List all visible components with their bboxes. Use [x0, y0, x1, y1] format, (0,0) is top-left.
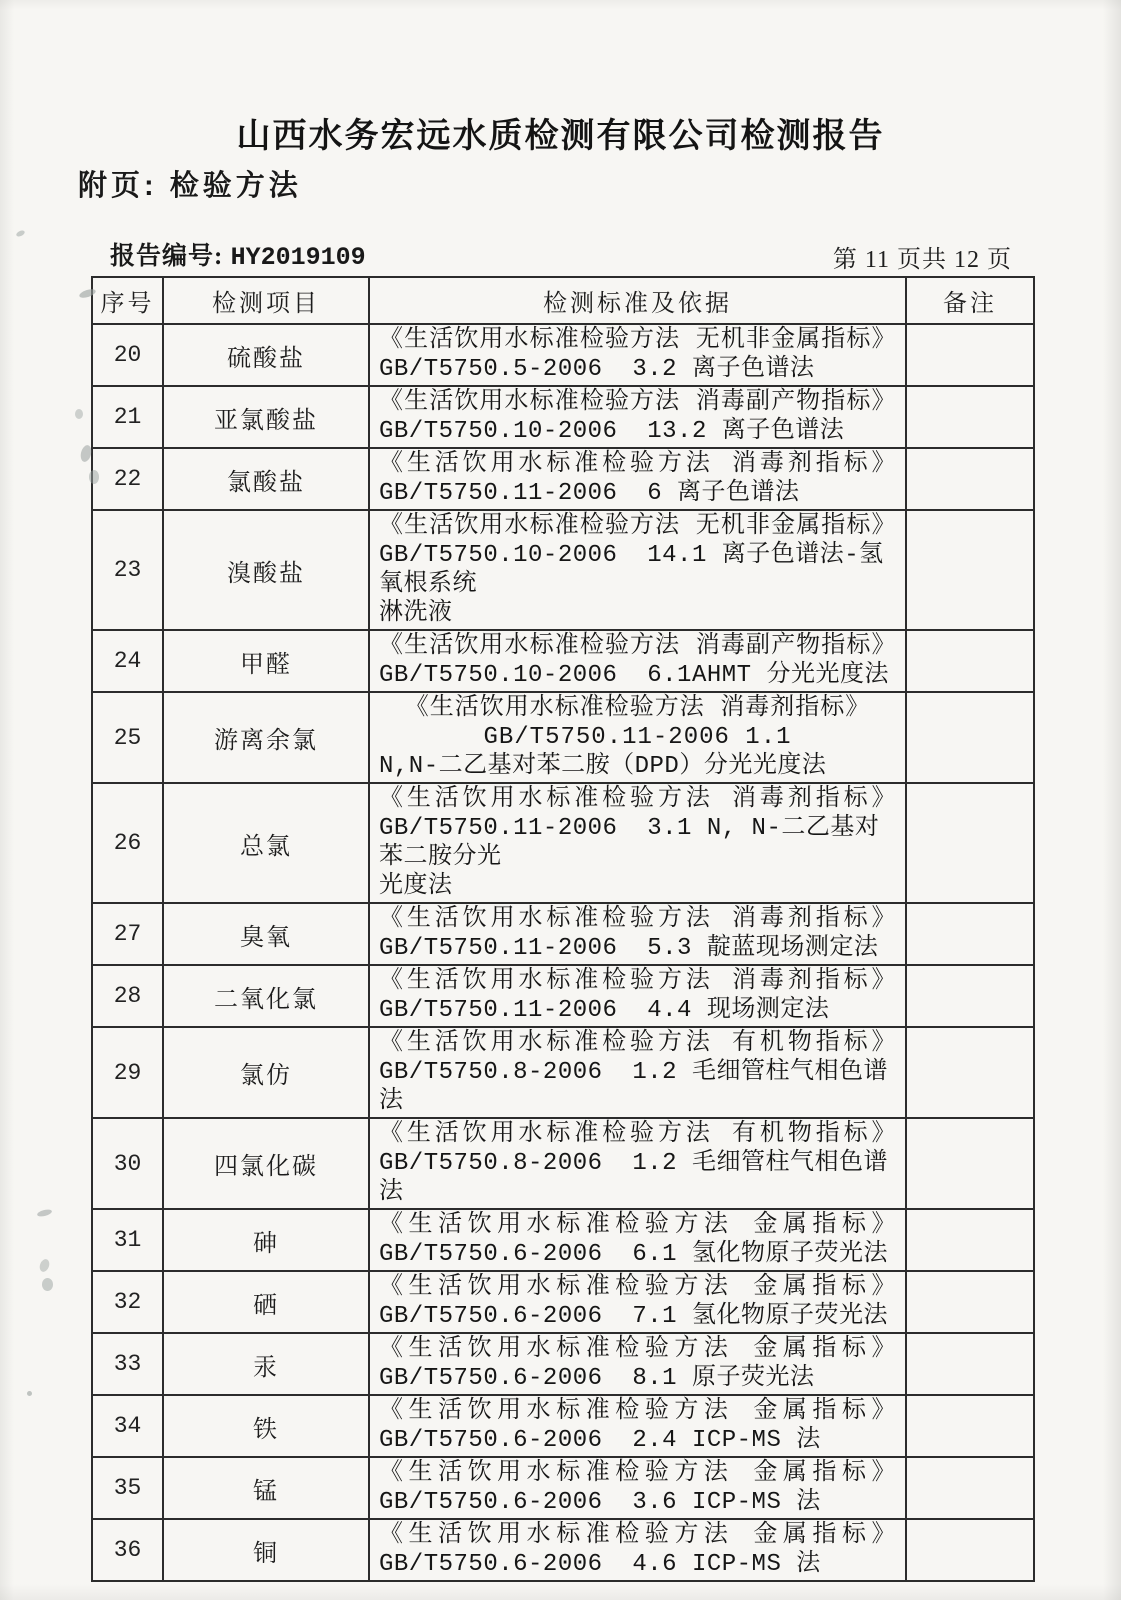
cell-method-standard: 《生活饮用水标准检验方法 无机非金属指标》 GB/T5750.5-2006 3.2 离子色谱法 [369, 324, 906, 386]
cell-method-standard: 《生活饮用水标准检验方法 有机物指标》 GB/T5750.8-2006 1.2 毛细管柱气相色谱法 [369, 1118, 906, 1209]
cell-remark [906, 448, 1034, 510]
cell-remark [906, 1333, 1034, 1395]
report-number-value: HY2019109 [230, 243, 366, 272]
cell-method-standard: 《生活饮用水标准检验方法 有机物指标》 GB/T5750.8-2006 1.2 毛细管柱气相色谱法 [369, 1027, 906, 1118]
scan-speck [38, 1258, 51, 1273]
table-row [92, 1519, 1034, 1581]
scan-speck [27, 1391, 32, 1396]
cell-test-item: 汞 [163, 1333, 369, 1395]
cell-test-item: 铁 [163, 1395, 369, 1457]
cell-remark [906, 1027, 1034, 1118]
cell-method-standard: 《生活饮用水标准检验方法 消毒剂指标》 GB/T5750.11-2006 5.3 靛蓝现场测定法 [369, 903, 906, 965]
page-indicator: 第 11 页共 12 页 [832, 247, 1012, 273]
cell-method-standard: 《生活饮用水标准检验方法 消毒剂指标》 GB/T5750.11-2006 4.4 现场测定法 [369, 965, 906, 1027]
cell-test-item: 锰 [163, 1457, 369, 1519]
cell-serial-number: 22 [92, 448, 163, 510]
cell-serial-number: 34 [92, 1395, 163, 1457]
table-header-row [92, 277, 1034, 324]
cell-remark [906, 324, 1034, 386]
column-header-remark: 备注 [906, 277, 1034, 324]
cell-method-standard: 《生活饮用水标准检验方法 消毒剂指标》 GB/T5750.11-2006 1.1 N,N-二乙基对苯二胺（DPD）分光光度法 [369, 692, 906, 783]
cell-method-standard: 《生活饮用水标准检验方法 金属指标》 GB/T5750.6-2006 6.1 氢化物原子荧光法 [369, 1209, 906, 1271]
table-row [92, 1333, 1034, 1395]
table-row [92, 386, 1034, 448]
cell-method-standard: 《生活饮用水标准检验方法 消毒剂指标》 GB/T5750.11-2006 3.1 N, N-二乙基对苯二胺分光 光度法 [369, 783, 906, 903]
cell-test-item: 臭氧 [163, 903, 369, 965]
report-number-label: 报告编号: [110, 243, 231, 270]
column-header-item: 检测项目 [163, 277, 369, 324]
cell-method-standard: 《生活饮用水标准检验方法 金属指标》 GB/T5750.6-2006 7.1 氢化物原子荧光法 [369, 1271, 906, 1333]
page-title: 山西水务宏远水质检测有限公司检测报告 [236, 117, 885, 155]
cell-method-standard: 《生活饮用水标准检验方法 消毒副产物指标》 GB/T5750.10-2006 13.2 离子色谱法 [369, 386, 906, 448]
table-row [92, 448, 1034, 510]
cell-serial-number: 20 [92, 324, 163, 386]
cell-remark [906, 1209, 1034, 1271]
cell-test-item: 总氯 [163, 783, 369, 903]
cell-serial-number: 24 [92, 630, 163, 692]
cell-remark [906, 783, 1034, 903]
scan-speck [42, 1278, 53, 1291]
cell-serial-number: 31 [92, 1209, 163, 1271]
cell-serial-number: 25 [92, 692, 163, 783]
cell-remark [906, 1395, 1034, 1457]
cell-method-standard: 《生活饮用水标准检验方法 金属指标》 GB/T5750.6-2006 2.4 ICP-MS 法 [369, 1395, 906, 1457]
cell-method-standard: 《生活饮用水标准检验方法 消毒剂指标》 GB/T5750.11-2006 6 离子色谱法 [369, 448, 906, 510]
cell-test-item: 硒 [163, 1271, 369, 1333]
cell-serial-number: 30 [92, 1118, 163, 1209]
scan-speck [89, 470, 99, 484]
cell-test-item: 砷 [163, 1209, 369, 1271]
cell-test-item: 氯酸盐 [163, 448, 369, 510]
cell-remark [906, 386, 1034, 448]
table-row [92, 692, 1034, 783]
cell-remark [906, 1457, 1034, 1519]
cell-method-standard: 《生活饮用水标准检验方法 金属指标》 GB/T5750.6-2006 8.1 原子荧光法 [369, 1333, 906, 1395]
column-header-standard: 检测标准及依据 [369, 277, 906, 324]
cell-test-item: 甲醛 [163, 630, 369, 692]
cell-remark [906, 510, 1034, 630]
cell-test-item: 游离余氯 [163, 692, 369, 783]
cell-test-item: 四氯化碳 [163, 1118, 369, 1209]
scan-speck [15, 229, 25, 237]
cell-remark [906, 1118, 1034, 1209]
cell-remark [906, 965, 1034, 1027]
cell-test-item: 氯仿 [163, 1027, 369, 1118]
cell-remark [906, 692, 1034, 783]
cell-test-item: 铜 [163, 1519, 369, 1581]
cell-remark [906, 630, 1034, 692]
table-row [92, 1457, 1034, 1519]
cell-method-standard: 《生活饮用水标准检验方法 消毒副产物指标》 GB/T5750.10-2006 6.1AHMT 分光光度法 [369, 630, 906, 692]
table-row [92, 1027, 1034, 1118]
cell-serial-number: 28 [92, 965, 163, 1027]
table-row [92, 630, 1034, 692]
cell-test-item: 硫酸盐 [163, 324, 369, 386]
cell-serial-number: 26 [92, 783, 163, 903]
cell-remark [906, 1519, 1034, 1581]
cell-method-standard: 《生活饮用水标准检验方法 金属指标》 GB/T5750.6-2006 4.6 ICP-MS 法 [369, 1519, 906, 1581]
cell-test-item: 溴酸盐 [163, 510, 369, 630]
table-row [92, 783, 1034, 903]
cell-serial-number: 33 [92, 1333, 163, 1395]
report-number [110, 236, 366, 272]
table-row [92, 1209, 1034, 1271]
cell-test-item: 二氧化氯 [163, 965, 369, 1027]
cell-remark [906, 1271, 1034, 1333]
scan-speck [36, 1208, 52, 1217]
table-row [92, 1271, 1034, 1333]
cell-method-standard: 《生活饮用水标准检验方法 金属指标》 GB/T5750.6-2006 3.6 ICP-MS 法 [369, 1457, 906, 1519]
table-row [92, 1395, 1034, 1457]
table-row [92, 903, 1034, 965]
cell-serial-number: 23 [92, 510, 163, 630]
table-row [92, 965, 1034, 1027]
attachment-subtitle: 附页: 检验方法 [78, 170, 302, 202]
methods-table [91, 276, 1035, 1582]
cell-serial-number: 27 [92, 903, 163, 965]
table-row [92, 510, 1034, 630]
cell-method-standard: 《生活饮用水标准检验方法 无机非金属指标》 GB/T5750.10-2006 14.1 离子色谱法-氢氧根系统 淋洗液 [369, 510, 906, 630]
scan-speck [75, 409, 83, 419]
cell-test-item: 亚氯酸盐 [163, 386, 369, 448]
cell-serial-number: 21 [92, 386, 163, 448]
column-header-serial: 序号 [92, 277, 163, 324]
table-body [92, 324, 1034, 1581]
cell-remark [906, 903, 1034, 965]
cell-serial-number: 32 [92, 1271, 163, 1333]
cell-serial-number: 36 [92, 1519, 163, 1581]
cell-serial-number: 35 [92, 1457, 163, 1519]
cell-serial-number: 29 [92, 1027, 163, 1118]
table-row [92, 1118, 1034, 1209]
table-row [92, 324, 1034, 386]
